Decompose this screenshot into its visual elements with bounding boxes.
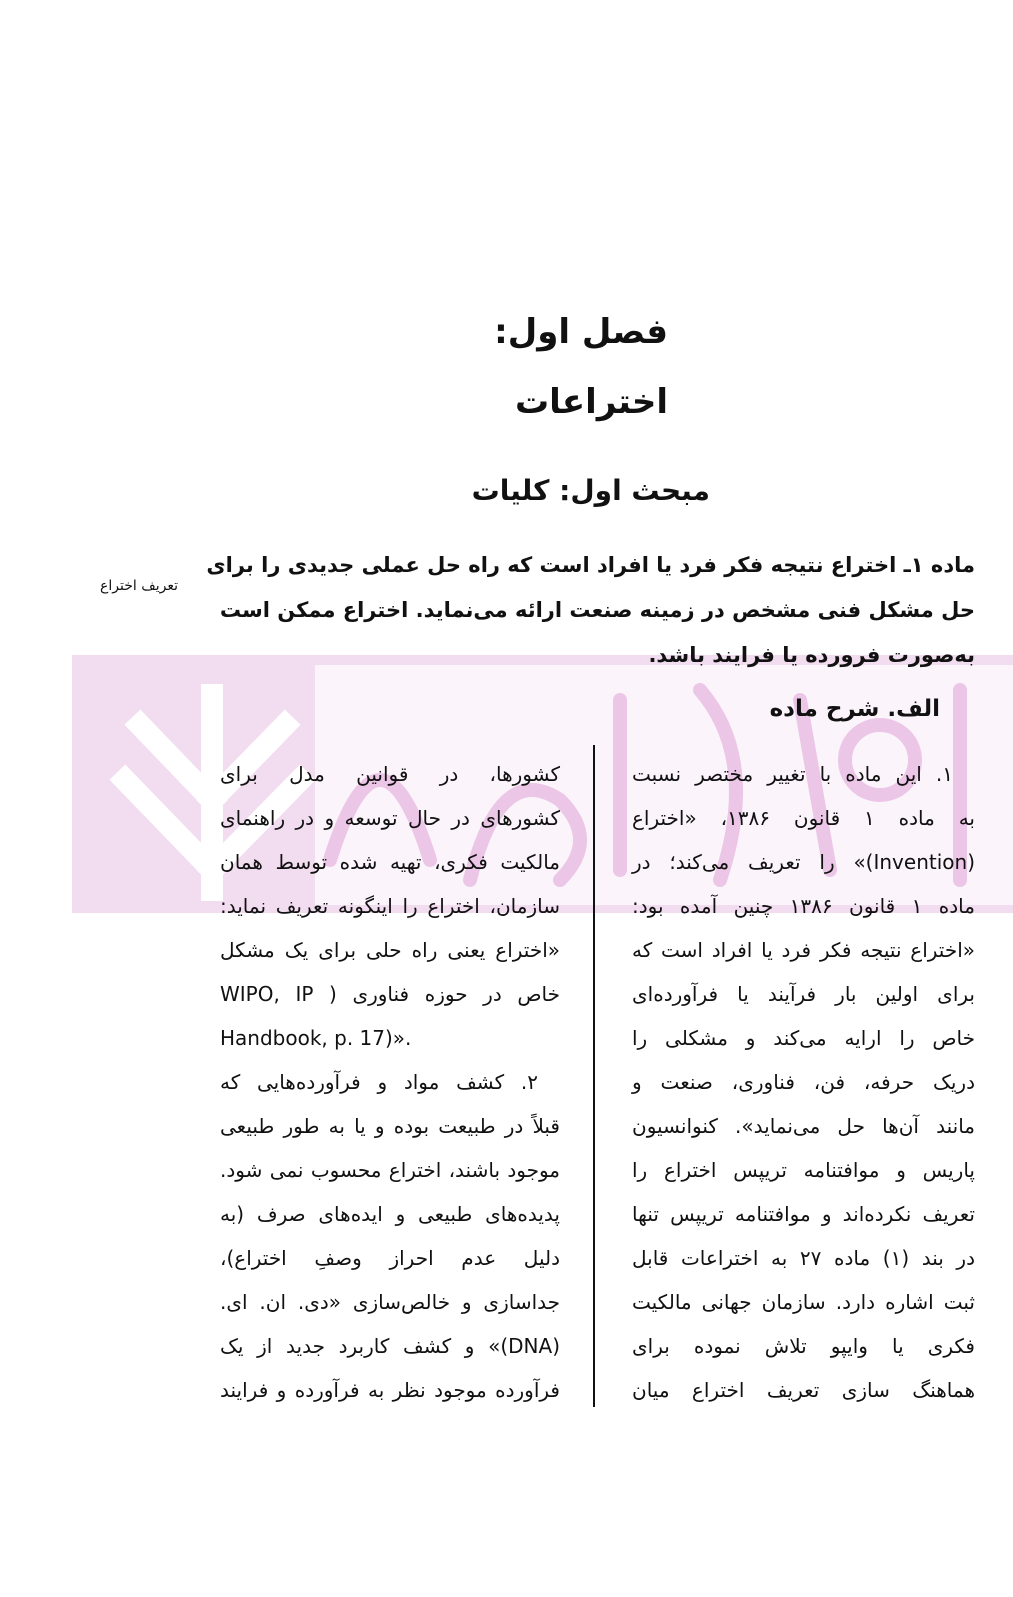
text-line: جداسازی و خالص‌سازی «دی. ان. ای. [220, 1290, 560, 1314]
text-line: پاریس و موافتنامه تریپس اختراع را [632, 1158, 975, 1182]
text-line: (DNA)» و کشف کاربرد جدید از یک [220, 1334, 560, 1358]
chapter-title: فصل اول: [494, 312, 668, 352]
text-line: پدیده‌های طبیعی و ایده‌های صرف (به [220, 1202, 560, 1226]
text-line: Handbook, p. 17)». [220, 1026, 412, 1050]
text-line: ماده ۱ قانون ۱۳۸۶ چنین آمده بود: [632, 894, 975, 918]
text-line: خاص در حوزه فناوری ( WIPO, IP [220, 982, 560, 1006]
section-title: مبحث اول: کلیات [471, 474, 710, 507]
text-line: «اختراع نتیجه فکر فرد یا افراد است که [632, 938, 975, 962]
left-column [220, 752, 560, 1412]
article-line: حل مشکل فنی مشخص در زمینه صنعت ارائه می‌نماید. اختراع ممکن است [219, 598, 975, 622]
text-line: به ماده ۱ قانون ۱۳۸۶، «اختراع [632, 806, 975, 830]
text-line: قبلاً در طبیعت بوده و یا به طور طبیعی [220, 1114, 560, 1138]
text-line: ۱. این ماده با تغییر مختصر نسبت [632, 762, 953, 786]
text-line: خاص را ارایه می‌کند و مشکلی را [632, 1026, 975, 1050]
text-line: کشورها، در قوانین مدل برای [220, 762, 560, 786]
text-line: فرآورده موجود نظر به فرآورده و فرایند [220, 1378, 560, 1402]
text-line: کشورهای در حال توسعه و در راهنمای [220, 806, 560, 830]
text-line: دلیل عدم احراز وصفِ اختراع)، [220, 1246, 560, 1270]
text-line: (Invention)» را تعریف می‌کند؛ در [632, 850, 975, 874]
text-line: ثبت اشاره دارد. سازمان جهانی مالکیت [632, 1290, 975, 1314]
commentary-title: الف. شرح ماده [769, 696, 940, 722]
text-line: برای اولین بار فرآیند یا فرآورده‌ای [632, 982, 975, 1006]
text-line: فکری یا وایپو تلاش نموده برای [632, 1334, 975, 1358]
article-line: به‌صورت فرورده یا فرایند باشد. [648, 643, 975, 667]
article-text [206, 543, 975, 678]
text-line: مالکیت فکری، تهیه شده توسط همان [220, 850, 560, 874]
article-line: ماده ۱ـ اختراع نتیجه فکر فرد یا افراد است که راه حل عملی جدیدی را برای [206, 553, 975, 577]
text-line: مانند آن‌ها حل می‌نماید». کنوانسیون [632, 1114, 975, 1138]
text-line: ۲. کشف مواد و فرآورده‌هایی که [220, 1070, 538, 1094]
margin-note: تعریف اختراع [100, 578, 178, 594]
column-divider [593, 745, 595, 1407]
text-line: هماهنگ سازی تعریف اختراع میان [632, 1378, 975, 1402]
text-line: دریک حرفه، فن، فناوری، صنعت و [632, 1070, 975, 1094]
text-line: در بند (۱) ماده ۲۷ به اختراعات قابل [632, 1246, 975, 1270]
text-line: تعریف نکرده‌اند و موافتنامه تریپس تنها [632, 1202, 975, 1226]
right-column [632, 752, 975, 1412]
text-line: «اختراع یعنی راه حلی برای یک مشکل [220, 938, 560, 962]
text-line: سازمان، اختراع را اینگونه تعریف نماید: [220, 894, 560, 918]
text-line: موجود باشند، اختراع محسوب نمی شود. [220, 1158, 560, 1182]
chapter-subtitle: اختراعات [515, 382, 668, 422]
